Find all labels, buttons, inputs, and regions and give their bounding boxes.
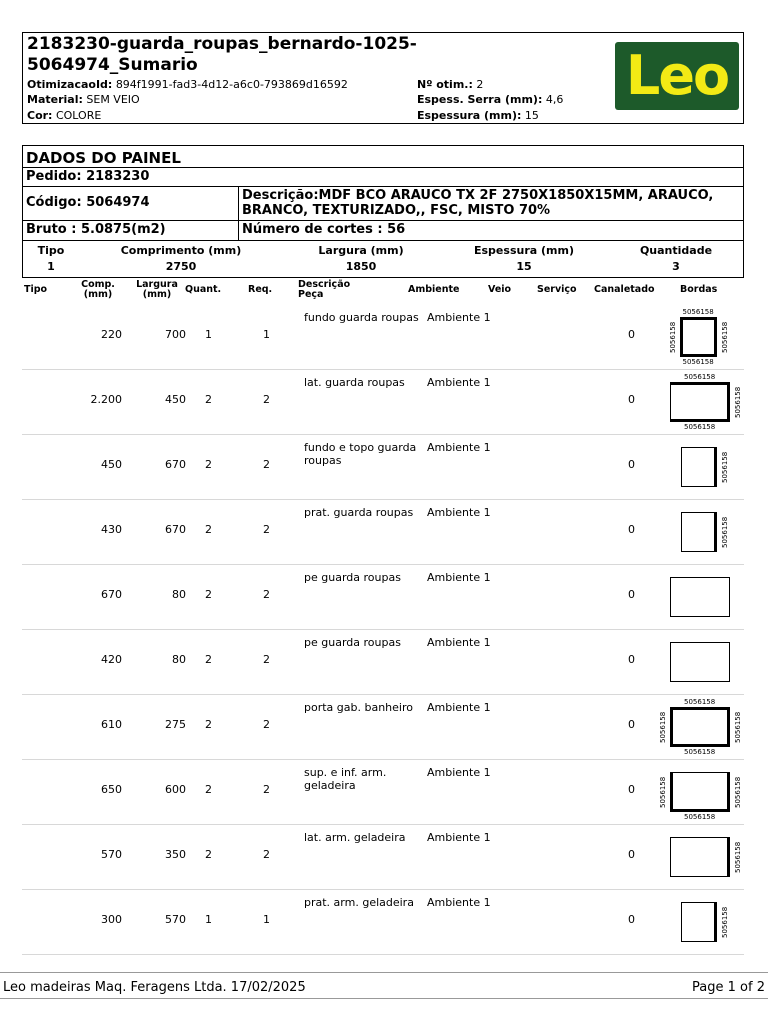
edge-label-r: 5056158 — [734, 776, 742, 808]
cell-canaletado: 0 — [628, 328, 635, 341]
cell-quant: 2 — [205, 783, 212, 796]
edge-label-b: 5056158 — [684, 813, 716, 821]
th-veio: Veio — [488, 284, 512, 295]
edge-label-t: 5056158 — [684, 698, 716, 706]
cell-descricao: lat. arm. geladeira — [304, 831, 406, 844]
th-req: Req. — [248, 284, 273, 295]
cell-largura: 350 — [165, 848, 186, 861]
descricao: Descrição:MDF BCO ARAUCO TX 2F 2750X1850X15MM, ARAUCO, BRANCO, TEXTURIZADO,, FSC, MISTO 70% — [242, 188, 714, 218]
cell-ambiente: Ambiente 1 — [427, 701, 491, 714]
cell-descricao: prat. arm. geladeira — [304, 896, 414, 909]
cell-ambiente: Ambiente 1 — [427, 831, 491, 844]
cell-req: 2 — [263, 783, 270, 796]
edge-diagram — [681, 512, 717, 552]
edge-diagram — [670, 642, 730, 682]
cell-descricao: fundo guarda roupas — [304, 311, 419, 324]
document-title: 2183230-guarda_roupas_bernardo-1025-5064974_Sumario — [27, 34, 417, 75]
cell-ambiente: Ambiente 1 — [427, 636, 491, 649]
cell-req: 2 — [263, 718, 270, 731]
numero-cortes: Número de cortes : 56 — [242, 222, 406, 237]
edge-diagram — [670, 772, 730, 812]
val-tipo: 1 — [47, 260, 55, 273]
edge-label-l: 5056158 — [669, 321, 677, 353]
cell-descricao: lat. guarda roupas — [304, 376, 405, 389]
cell-comp: 430 — [101, 523, 122, 536]
cell-canaletado: 0 — [628, 523, 635, 536]
edge-diagram — [670, 707, 730, 747]
th-canaletado: Canaletado — [594, 284, 655, 295]
th-comp: Comp. (mm) — [81, 279, 115, 300]
cell-descricao: porta gab. banheiro — [304, 701, 413, 714]
edge-label-r: 5056158 — [734, 711, 742, 743]
cell-ambiente: Ambiente 1 — [427, 571, 491, 584]
edge-label-b: 5056158 — [684, 423, 716, 431]
th-tipo: Tipo — [24, 284, 48, 295]
footer-company: Leo madeiras Maq. Feragens Ltda. 17/02/2025 — [3, 980, 306, 995]
edge-diagram — [670, 382, 730, 422]
col-quantidade: Quantidade — [639, 244, 713, 257]
cell-largura: 275 — [165, 718, 186, 731]
edge-label-r: 5056158 — [721, 451, 729, 483]
cell-quant: 1 — [205, 328, 212, 341]
cell-comp: 450 — [101, 458, 122, 471]
cell-ambiente: Ambiente 1 — [427, 376, 491, 389]
cell-descricao: pe guarda roupas — [304, 571, 401, 584]
cell-req: 2 — [263, 393, 270, 406]
edge-label-t: 5056158 — [684, 373, 716, 381]
val-espessura: 15 — [516, 260, 532, 273]
cor: Cor: COLORE — [27, 109, 102, 122]
espessura-serra: Espess. Serra (mm): 4,6 — [417, 93, 564, 106]
cell-quant: 2 — [205, 458, 212, 471]
edge-label-b: 5056158 — [682, 358, 714, 366]
edge-diagram — [670, 837, 730, 877]
edge-label-t: 5056158 — [682, 308, 714, 316]
edge-diagram — [681, 447, 717, 487]
cell-comp: 610 — [101, 718, 122, 731]
th-servico: Serviço — [537, 284, 577, 295]
edge-label-r: 5056158 — [721, 906, 729, 938]
cell-quant: 2 — [205, 653, 212, 666]
bruto: Bruto : 5.0875(m2) — [26, 222, 166, 237]
cell-comp: 420 — [101, 653, 122, 666]
cell-ambiente: Ambiente 1 — [427, 441, 491, 454]
cell-comp: 300 — [101, 913, 122, 926]
cell-req: 1 — [263, 328, 270, 341]
cell-descricao: pe guarda roupas — [304, 636, 401, 649]
cell-canaletado: 0 — [628, 393, 635, 406]
leo-logo: Leo — [615, 42, 739, 110]
cell-quant: 2 — [205, 393, 212, 406]
pedido: Pedido: 2183230 — [26, 169, 150, 184]
edge-label-r: 5056158 — [721, 321, 729, 353]
cell-req: 2 — [263, 848, 270, 861]
cell-ambiente: Ambiente 1 — [427, 766, 491, 779]
th-descricao: Descrição Peça — [298, 279, 351, 300]
cell-comp: 670 — [101, 588, 122, 601]
cell-ambiente: Ambiente 1 — [427, 311, 491, 324]
th-ambiente: Ambiente — [408, 284, 460, 295]
material: Material: SEM VEIO — [27, 93, 140, 106]
cell-comp: 2.200 — [90, 393, 122, 406]
edge-label-l: 5056158 — [659, 711, 667, 743]
footer-page: Page 1 of 2 — [692, 980, 765, 995]
edge-label-b: 5056158 — [684, 748, 716, 756]
edge-diagram — [680, 317, 717, 357]
cell-canaletado: 0 — [628, 783, 635, 796]
cell-largura: 670 — [165, 458, 186, 471]
edge-label-l: 5056158 — [659, 776, 667, 808]
cell-largura: 670 — [165, 523, 186, 536]
cell-req: 2 — [263, 653, 270, 666]
codigo: Código: 5064974 — [26, 195, 150, 210]
cell-canaletado: 0 — [628, 848, 635, 861]
cell-canaletado: 0 — [628, 458, 635, 471]
cell-canaletado: 0 — [628, 653, 635, 666]
col-comprimento: Comprimento (mm) — [120, 244, 242, 257]
cell-quant: 2 — [205, 523, 212, 536]
cell-req: 2 — [263, 588, 270, 601]
cell-descricao: prat. guarda roupas — [304, 506, 414, 519]
cell-req: 1 — [263, 913, 270, 926]
cell-comp: 220 — [101, 328, 122, 341]
cell-quant: 2 — [205, 718, 212, 731]
cell-req: 2 — [263, 458, 270, 471]
edge-label-r: 5056158 — [734, 841, 742, 873]
th-quant: Quant. — [185, 284, 222, 295]
cell-descricao: sup. e inf. arm. geladeira — [304, 766, 387, 792]
edge-diagram — [681, 902, 717, 942]
cell-canaletado: 0 — [628, 913, 635, 926]
numero-otimizacao: Nº otim.: 2 — [417, 78, 484, 91]
cell-largura: 570 — [165, 913, 186, 926]
cell-req: 2 — [263, 523, 270, 536]
cell-largura: 700 — [165, 328, 186, 341]
val-quantidade: 3 — [672, 260, 680, 273]
val-comprimento: 2750 — [165, 260, 197, 273]
document-header — [22, 32, 744, 124]
cell-largura: 600 — [165, 783, 186, 796]
col-largura: Largura (mm) — [318, 244, 404, 257]
cell-ambiente: Ambiente 1 — [427, 506, 491, 519]
cell-largura: 450 — [165, 393, 186, 406]
edge-diagram — [670, 577, 730, 617]
edge-label-r: 5056158 — [734, 386, 742, 418]
th-largura: Largura (mm) — [136, 279, 178, 300]
cell-largura: 80 — [172, 588, 186, 601]
cell-quant: 2 — [205, 588, 212, 601]
cell-comp: 570 — [101, 848, 122, 861]
cell-descricao: fundo e topo guarda roupas — [304, 441, 417, 467]
otimizacao-id: OtimizacaoId: 894f1991-fad3-4d12-a6c0-793869d16592 — [27, 78, 348, 91]
edge-label-r: 5056158 — [721, 516, 729, 548]
th-bordas: Bordas — [680, 284, 718, 295]
panel-title: DADOS DO PAINEL — [26, 149, 181, 167]
cell-quant: 1 — [205, 913, 212, 926]
panel-data-box — [22, 145, 744, 278]
espessura: Espessura (mm): 15 — [417, 109, 539, 122]
col-espessura: Espessura (mm) — [474, 244, 574, 257]
cell-canaletado: 0 — [628, 588, 635, 601]
cell-canaletado: 0 — [628, 718, 635, 731]
col-tipo: Tipo — [37, 244, 65, 257]
cell-ambiente: Ambiente 1 — [427, 896, 491, 909]
val-largura: 1850 — [345, 260, 377, 273]
cell-comp: 650 — [101, 783, 122, 796]
cell-quant: 2 — [205, 848, 212, 861]
cell-largura: 80 — [172, 653, 186, 666]
